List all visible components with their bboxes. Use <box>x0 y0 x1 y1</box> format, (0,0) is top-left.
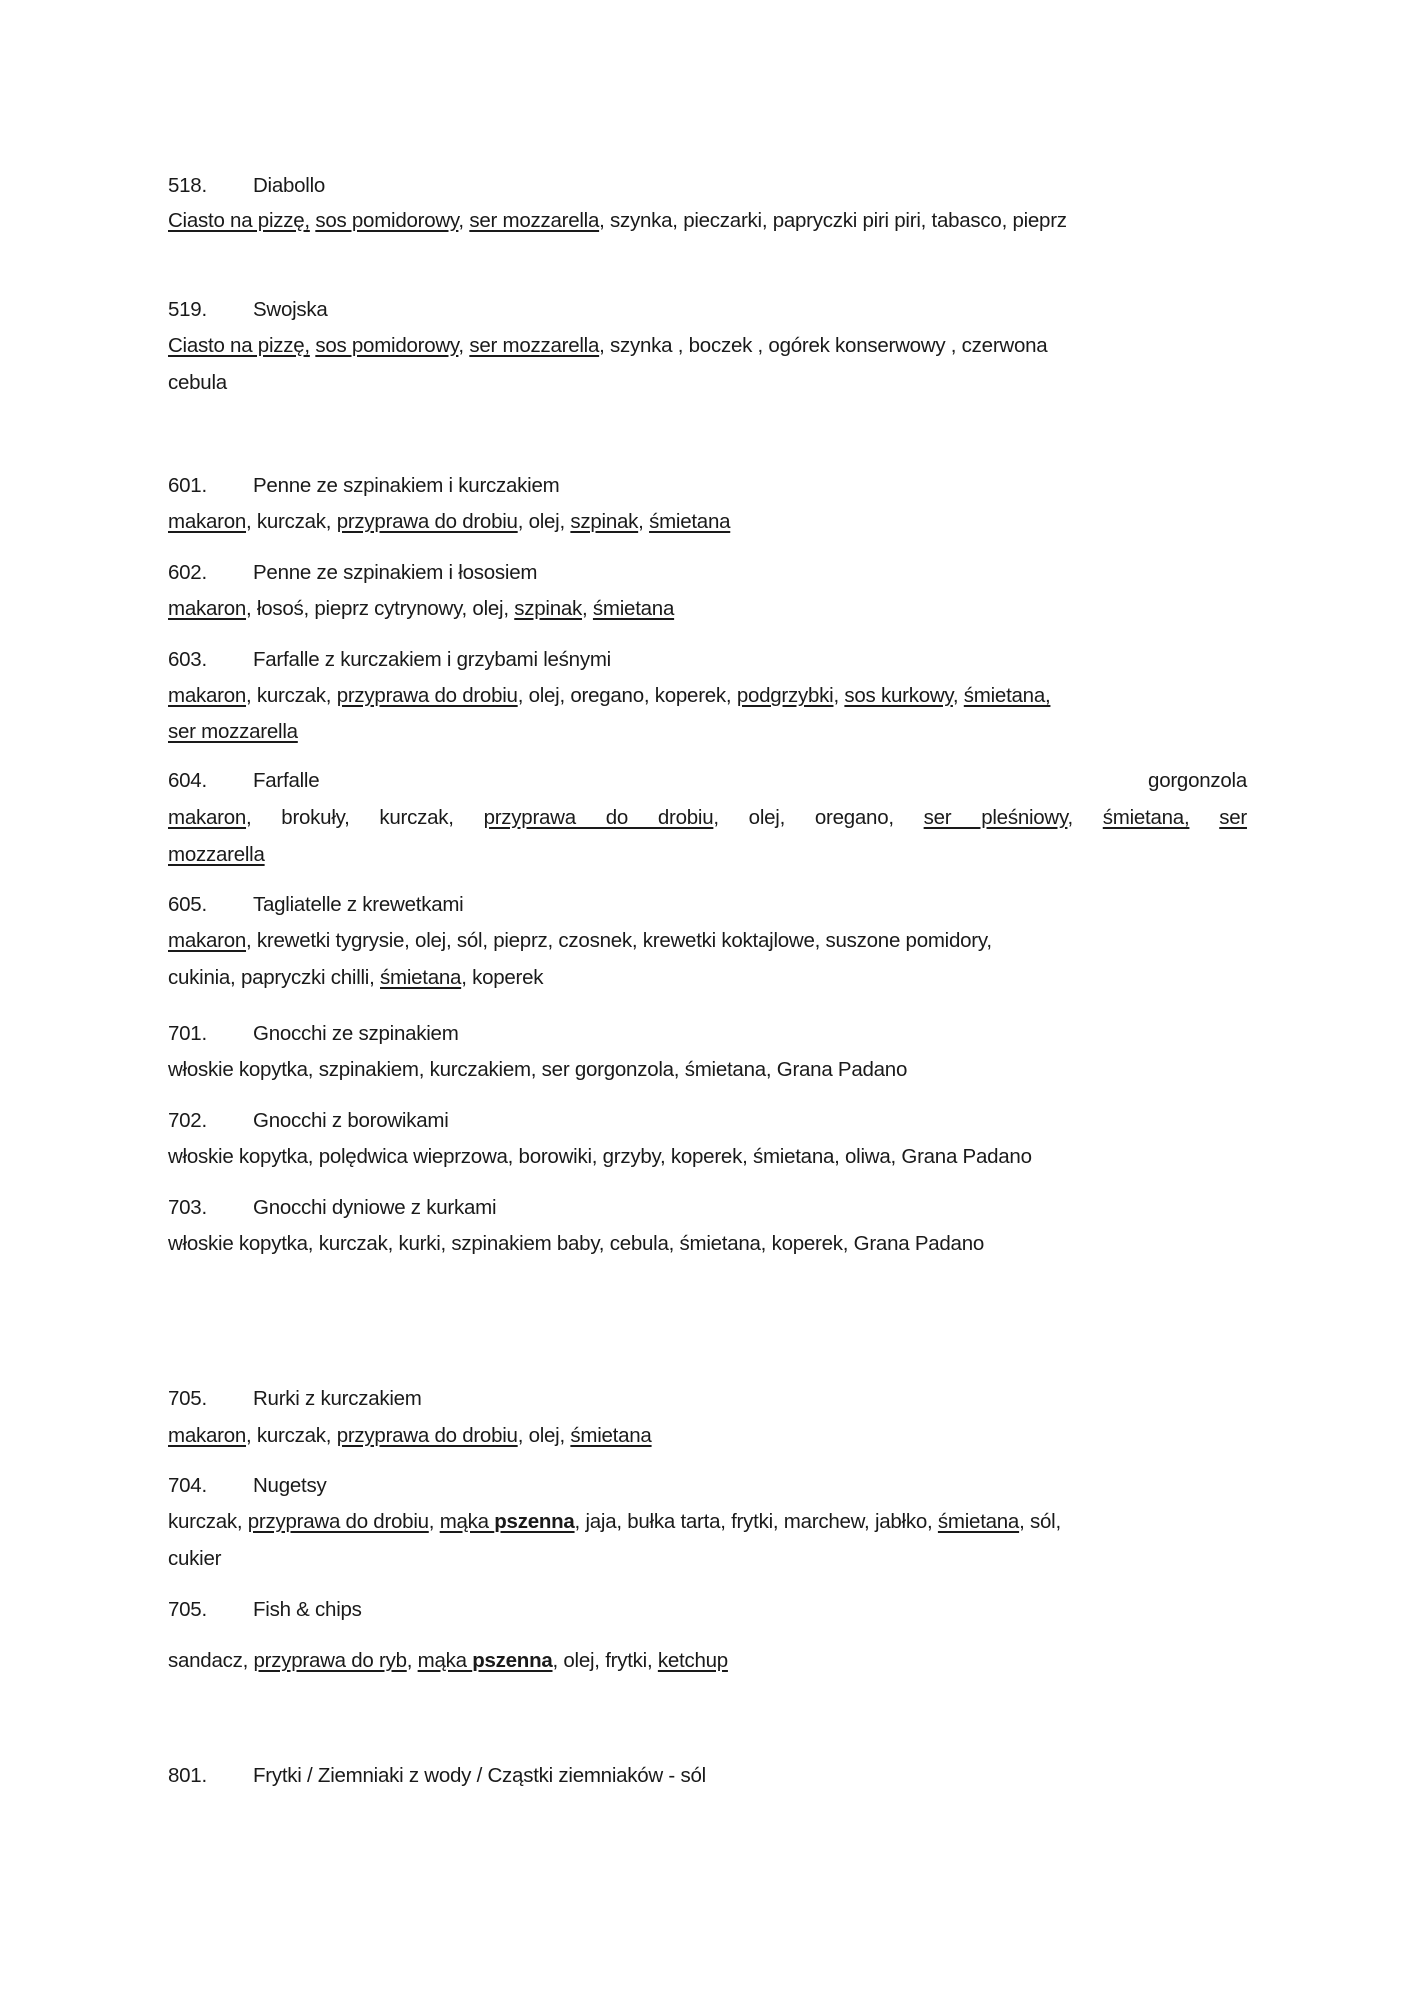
ingredient-text: , koperek <box>461 966 544 989</box>
ingredient-text: , <box>952 684 964 707</box>
ingredient-allergen: przyprawa do ryb <box>253 1649 407 1672</box>
ingredient-text: , <box>406 1649 418 1672</box>
dish-number: 705. <box>168 1598 207 1621</box>
ingredients-line <box>168 504 1247 540</box>
dish-header <box>168 642 1247 678</box>
ingredient-text: , łosoś, pieprz cytrynowy, olej, <box>246 597 515 620</box>
dish-header <box>168 763 1247 799</box>
ingredient-text: , olej, oregano, koperek, <box>517 684 737 707</box>
ingredient-allergen: sos kurkowy <box>844 684 953 707</box>
dish-name: Diabollo <box>253 174 326 197</box>
ingredient-allergen: mozzarella <box>168 843 265 866</box>
dish-header <box>168 1190 1247 1226</box>
ingredients-line <box>168 800 1247 836</box>
ingredient-allergen: śmietana <box>592 597 675 620</box>
ingredient-allergen: pszenna <box>494 1510 575 1533</box>
ingredient-text: , kurczak, <box>246 1424 337 1447</box>
dish-name: Gnocchi dyniowe z kurkami <box>253 1196 497 1219</box>
dish-name: Gnocchi z borowikami <box>253 1109 449 1132</box>
ingredients-line <box>168 1541 1247 1577</box>
ingredient-allergen: śmietana, <box>963 684 1051 707</box>
dish-name: Rurki z kurczakiem <box>253 1387 422 1410</box>
ingredients-line <box>168 1226 1247 1262</box>
ingredient-text: , kurczak, <box>246 684 337 707</box>
ingredient-allergen: ser mozzarella <box>168 720 298 743</box>
ingredient-text: cukinia, papryczki chilli, <box>168 966 380 989</box>
ingredient-text: , kurczak, <box>246 510 337 533</box>
ingredient-allergen: makaron <box>168 929 247 952</box>
ingredient-text: cebula <box>168 371 227 394</box>
ingredient-allergen: ser mozzarella <box>469 334 600 357</box>
ingredients-line <box>168 1139 1247 1175</box>
ingredient-text: , szynka , boczek , ogórek konserwowy , czerwona <box>599 334 1048 357</box>
ingredient-allergen: podgrzybki <box>736 684 834 707</box>
ingredient-text: sandacz, <box>168 1649 254 1672</box>
ingredients-line <box>168 837 1247 873</box>
ingredient-allergen: makaron <box>168 510 247 533</box>
ingredient-text: , szynka, pieczarki, papryczki piri piri, tabasco, pieprz <box>599 209 1067 232</box>
dish-header <box>168 468 1247 504</box>
ingredient-allergen: mąka <box>439 1510 495 1533</box>
ingredient-text: , <box>458 209 470 232</box>
ingredient-allergen: przyprawa do drobiu <box>247 1510 429 1533</box>
dish-header <box>168 1468 1247 1504</box>
dish-name: Gnocchi ze szpinakiem <box>253 1022 459 1045</box>
ingredient-allergen: ser mozzarella <box>469 209 600 232</box>
dish-number: 519. <box>168 298 207 321</box>
ingredients-line <box>168 1052 1247 1088</box>
ingredients-line <box>168 1504 1247 1540</box>
ingredient-allergen: śmietana <box>937 1510 1020 1533</box>
dish-number: 603. <box>168 648 207 671</box>
ingredient-text: , <box>582 597 593 620</box>
dish-name: Fish & chips <box>253 1598 362 1621</box>
ingredient-text: , sól, <box>1019 1510 1061 1533</box>
ingredient-text: , olej, frytki, <box>552 1649 658 1672</box>
ingredient-allergen: pszenna <box>472 1649 553 1672</box>
dish-name: Penne ze szpinakiem i kurczakiem <box>253 474 560 497</box>
ingredient-allergen: przyprawa do drobiu <box>336 1424 518 1447</box>
ingredient-allergen: Ciasto na pizzę, <box>168 209 310 232</box>
ingredient-allergen: szpinak <box>570 510 639 533</box>
dish-header <box>168 555 1247 591</box>
ingredient-text: , <box>1067 806 1103 829</box>
ingredient-allergen: przyprawa do drobiu <box>336 684 518 707</box>
dish-number: 601. <box>168 474 207 497</box>
ingredients-line <box>168 328 1247 364</box>
ingredient-allergen: Ciasto na pizzę, <box>168 334 310 357</box>
ingredient-allergen: makaron <box>168 684 247 707</box>
ingredients-line <box>168 714 1247 750</box>
ingredient-allergen: mąka <box>417 1649 473 1672</box>
ingredient-allergen: sos pomidorowy <box>315 334 459 357</box>
ingredient-text: włoskie kopytka, polędwica wieprzowa, borowiki, grzyby, koperek, śmietana, oliwa, Grana Padano <box>168 1145 1032 1168</box>
ingredient-text: , jaja, bułka tarta, frytki, marchew, jabłko, <box>574 1510 938 1533</box>
dish-number: 702. <box>168 1109 207 1132</box>
ingredients-line <box>168 923 1247 959</box>
ingredients-line <box>168 591 1247 627</box>
ingredient-allergen: szpinak <box>514 597 583 620</box>
ingredient-allergen: śmietana, <box>1102 806 1190 829</box>
ingredient-allergen: śmietana <box>649 510 731 533</box>
dish-name-part: gorgonzola <box>1148 769 1247 792</box>
ingredients-line <box>168 960 1247 996</box>
ingredient-text: kurczak, <box>168 1510 248 1533</box>
dish-number: 605. <box>168 893 207 916</box>
ingredient-text: , olej, <box>517 510 571 533</box>
dish-number: 518. <box>168 174 207 197</box>
dish-name-part: Farfalle <box>253 769 320 792</box>
dish-name: Nugetsy <box>253 1474 327 1497</box>
ingredient-allergen: ketchup <box>657 1649 728 1672</box>
ingredient-text: , <box>428 1510 440 1533</box>
dish-header <box>168 1758 1247 1794</box>
dish-header <box>168 1103 1247 1139</box>
ingredient-allergen: śmietana <box>570 1424 652 1447</box>
ingredients-line <box>168 1418 1247 1454</box>
dish-number: 705. <box>168 1387 207 1410</box>
ingredient-text: , <box>458 334 470 357</box>
ingredient-allergen: makaron <box>168 806 247 829</box>
ingredient-allergen: przyprawa do drobiu <box>336 510 518 533</box>
ingredient-text: cukier <box>168 1547 222 1570</box>
ingredient-text: włoskie kopytka, szpinakiem, kurczakiem, ser gorgonzola, śmietana, Grana Padano <box>168 1058 908 1081</box>
dish-name: Farfalle z kurczakiem i grzybami leśnymi <box>253 648 611 671</box>
dish-name: Tagliatelle z krewetkami <box>253 893 464 916</box>
ingredient-allergen: śmietana <box>380 966 462 989</box>
dish-number: 701. <box>168 1022 207 1045</box>
ingredient-text: , olej, <box>517 1424 571 1447</box>
ingredient-allergen: ser <box>1219 806 1247 829</box>
ingredient-text: , krewetki tygrysie, olej, sól, pieprz, czosnek, krewetki koktajlowe, suszone pomidory, <box>246 929 992 952</box>
ingredients-line <box>168 365 1247 401</box>
dish-name <box>253 763 1247 799</box>
ingredients-line <box>168 678 1247 714</box>
dish-header <box>168 168 1247 204</box>
ingredient-allergen: ser pleśniowy <box>923 806 1068 829</box>
ingredient-text: , olej, oregano, <box>713 806 924 829</box>
dish-header <box>168 292 1247 328</box>
ingredient-allergen: sos pomidorowy <box>315 209 459 232</box>
ingredient-allergen: przyprawa do drobiu <box>483 806 714 829</box>
dish-header <box>168 887 1247 923</box>
ingredients-line <box>168 1643 1247 1679</box>
ingredient-text <box>1189 806 1219 829</box>
dish-number: 703. <box>168 1196 207 1219</box>
dish-number: 602. <box>168 561 207 584</box>
dish-header <box>168 1592 1247 1628</box>
ingredients-line <box>168 203 1247 239</box>
ingredient-allergen: makaron <box>168 597 247 620</box>
ingredient-text: włoskie kopytka, kurczak, kurki, szpinakiem baby, cebula, śmietana, koperek, Grana Padano <box>168 1232 984 1255</box>
ingredient-allergen: makaron <box>168 1424 247 1447</box>
dish-name: Frytki / Ziemniaki z wody / Cząstki ziemniaków - sól <box>253 1764 706 1787</box>
dish-header <box>168 1016 1247 1052</box>
ingredient-text: , <box>833 684 845 707</box>
dish-number: 801. <box>168 1764 207 1787</box>
ingredient-text: , <box>638 510 650 533</box>
dish-number: 604. <box>168 769 207 792</box>
ingredient-text: , brokuły, kurczak, <box>246 806 484 829</box>
dish-header <box>168 1381 1247 1417</box>
dish-name: Swojska <box>253 298 328 321</box>
dish-name: Penne ze szpinakiem i łososiem <box>253 561 538 584</box>
dish-number: 704. <box>168 1474 207 1497</box>
